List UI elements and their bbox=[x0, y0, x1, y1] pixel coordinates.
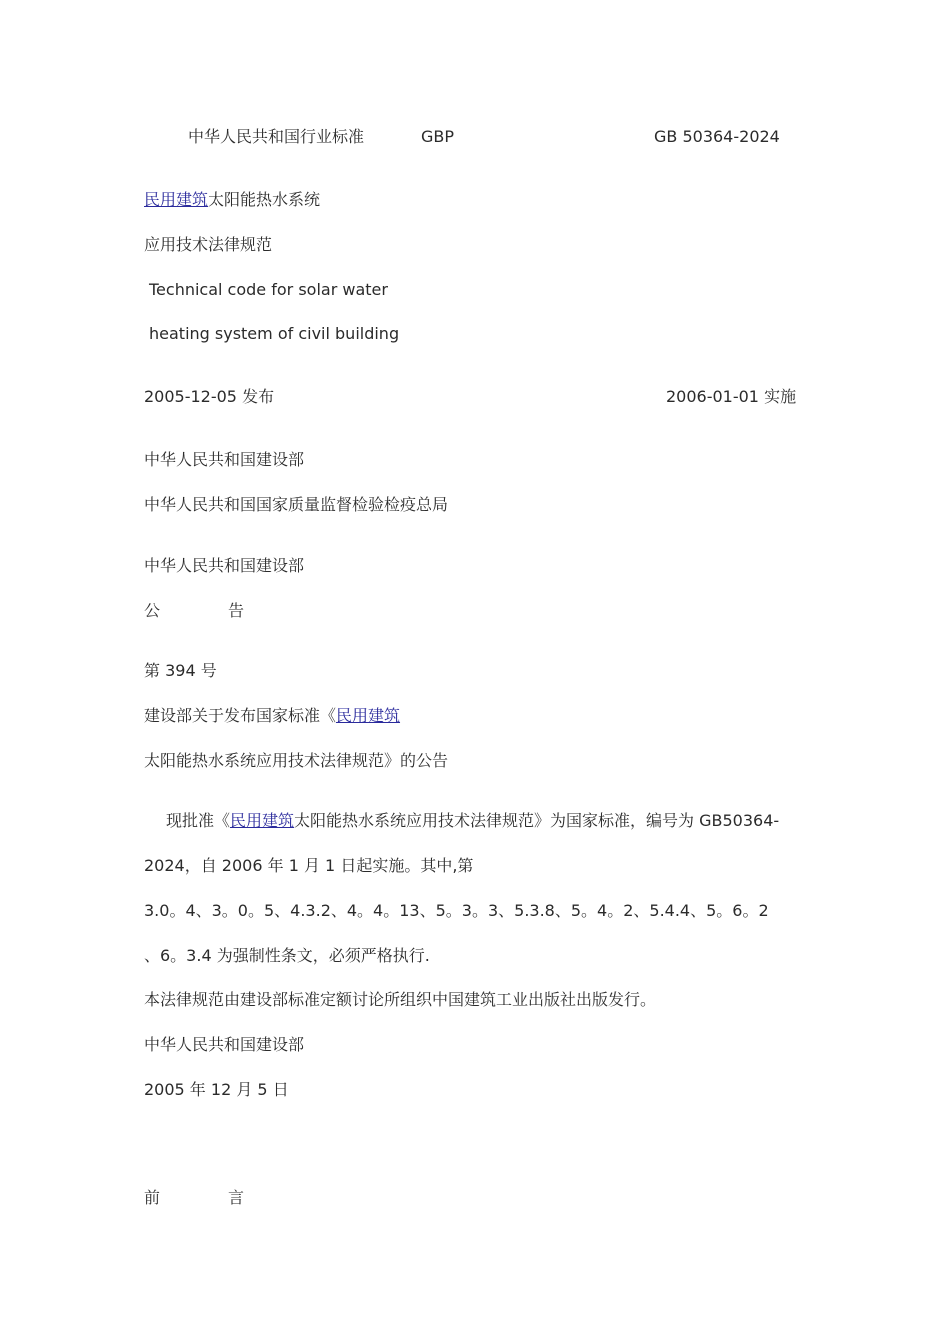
standard-org: 中华人民共和国行业标准 bbox=[188, 127, 365, 146]
title-english-2: heating system of civil building bbox=[149, 324, 400, 343]
title-line-1 bbox=[144, 189, 320, 211]
notice-subject-link[interactable]: 民用建筑 bbox=[336, 706, 401, 725]
notice-subject-2: 太阳能热水系统应用技术法律规范》的公告 bbox=[144, 751, 449, 770]
notice-subject-1 bbox=[144, 705, 400, 727]
body-line-1 bbox=[166, 810, 779, 832]
standard-code: GB 50364-2024 bbox=[654, 127, 780, 146]
issuer-1: 中华人民共和国建设部 bbox=[144, 450, 305, 469]
standard-mark: GBP bbox=[421, 127, 455, 146]
issuer-2: 中华人民共和国国家质量监督检验检疫总局 bbox=[144, 495, 449, 514]
signature-date: 2005 年 12 月 5 日 bbox=[144, 1080, 289, 1099]
body-l1-rest: 太阳能热水系统应用技术法律规范》为国家标准，编号为 GB50364- bbox=[294, 811, 780, 830]
body-line-5: 本法律规范由建设部标准定额讨论所组织中国建筑工业出版社出版发行。 bbox=[144, 990, 657, 1009]
notice-dept: 中华人民共和国建设部 bbox=[144, 556, 305, 575]
title-line-2: 应用技术法律规范 bbox=[144, 235, 273, 254]
preface-heading-a: 前 bbox=[144, 1188, 161, 1207]
notice-number: 第 394 号 bbox=[144, 661, 217, 680]
body-line-2: 2024，自 2006 年 1 月 1 日起实施。其中,第 bbox=[144, 856, 474, 875]
publish-date: 2005-12-05 发布 bbox=[144, 387, 275, 406]
preface-heading-b: 言 bbox=[228, 1188, 245, 1207]
effective-date: 2006-01-01 实施 bbox=[666, 387, 797, 406]
title-english-1: Technical code for solar water bbox=[149, 280, 388, 299]
title-rest: 太阳能热水系统 bbox=[208, 190, 321, 209]
body-pre: 现批准《 bbox=[166, 811, 231, 830]
notice-subject-pre: 建设部关于发布国家标准《 bbox=[144, 706, 337, 725]
notice-heading-a: 公 bbox=[144, 601, 161, 620]
title-link[interactable]: 民用建筑 bbox=[144, 190, 209, 209]
body-link[interactable]: 民用建筑 bbox=[230, 811, 295, 830]
signature-dept: 中华人民共和国建设部 bbox=[144, 1035, 305, 1054]
notice-heading-b: 告 bbox=[228, 601, 245, 620]
body-line-4: 、6。3.4 为强制性条文，必须严格执行. bbox=[144, 946, 430, 965]
body-line-3: 3.0。4、3。0。5、4.3.2、4。4。13、5。3。3、5.3.8、5。4。2、5.4.4、5。6。2 bbox=[144, 901, 769, 920]
